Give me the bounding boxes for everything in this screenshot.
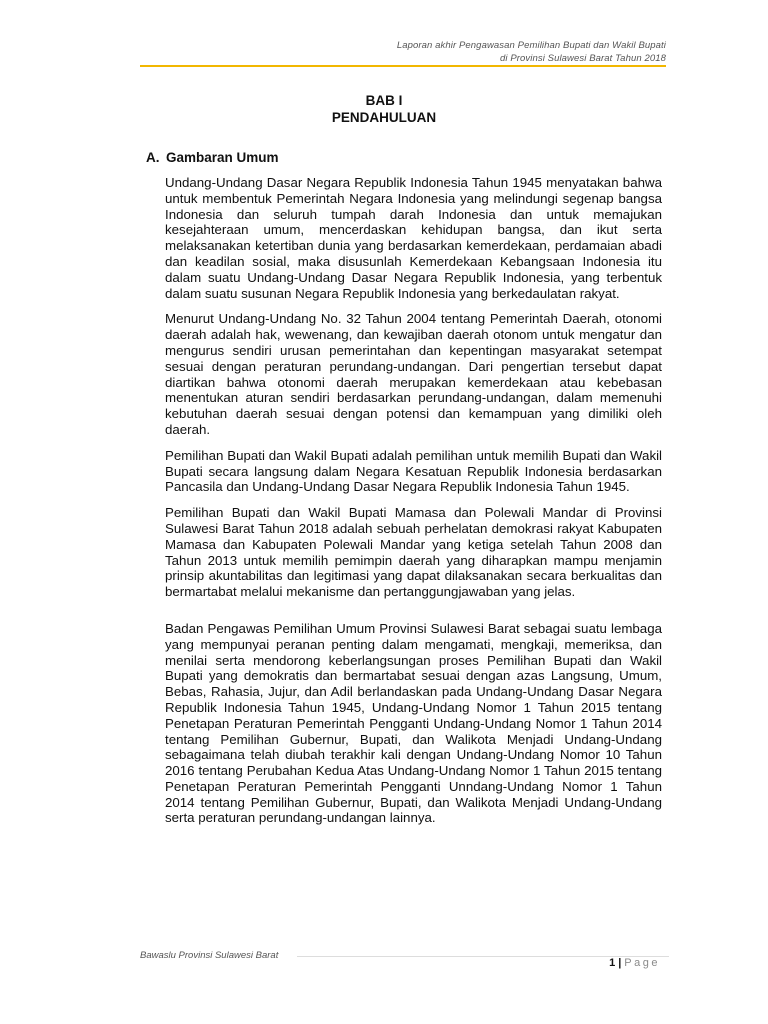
chapter-title: PENDAHULUAN xyxy=(331,110,437,125)
chapter-heading xyxy=(0,92,768,126)
paragraph-2: Menurut Undang-Undang No. 32 Tahun 2004 tentang Pemerintah Daerah, otonomi daerah adalah hak, wewenang, dan kewajiban daerah otonom untuk mengatur dan mengurus sendiri urusan pemerintahan dan kepentingan masyarakat setempat sesuai dengan peraturan perundang-undangan. Dari pengertian tersebut dapat diartikan bahwa otonomi daerah merupakan kemerdekaan atau kebebasan menentukan aturan sendiri berdasarkan perundang-undangan, dalam memenuhi kebutuhan daerah sesuai dengan potensi dan kemampuan yang dimiliki oleh daerah. xyxy=(165,311,662,437)
section-marker: A. xyxy=(146,150,160,165)
paragraph-3: Pemilihan Bupati dan Wakil Bupati adalah pemilihan untuk memilih Bupati dan Wakil Bupati secara langsung dalam Negara Kesatuan Republik Indonesia berdasarkan Pancasila dan Undang-Undang Dasar Negara Republik Indonesia Tahun 1945. xyxy=(165,447,662,495)
paragraph-5: Badan Pengawas Pemilihan Umum Provinsi Sulawesi Barat sebagai suatu lembaga yang mempunyai peranan penting dalam mengamati, mengkaji, memeriksa, dan menilai serta mendorong keberlangsungan proses Pemilihan Bupati dan Wakil Bupati yang demokratis dan bermartabat sesuai dengan azas Langsung, Umum, Bebas, Rahasia, Jujur, dan Adil berlandaskan pada Undang-Undang Dasar Negara Republik Indonesia Tahun 1945, Undang-Undang Nomor 1 Tahun 2015 tentang Penetapan Peraturan Pemerintah Pengganti Undang-Undang Nomor 1 Tahun 2014 tentang Pemilihan Gubernur, Bupati, dan Walikota Menjadi Undang-Undang sebagaimana telah diubah terakhir kali dengan Undang-Undang Nomor 10 Tahun 2016 tentang Perubahan Kedua Atas Undang-Undang Nomor 1 Tahun 2015 tentang Penetapan Peraturan Pemerintah Pengganti Unndang-Undang Nomor 1 Tahun 2014 tentang Pemilihan Gubernur, Bupati, dan Walikota Menjadi Undang-Undang serta peraturan perundang-undangan lainnya. xyxy=(165,620,662,826)
page-number-separator: | xyxy=(618,957,622,969)
header-report-subtitle: di Provinsi Sulawesi Barat Tahun 2018 xyxy=(499,53,666,64)
section-title: Gambaran Umum xyxy=(166,150,279,165)
page-number xyxy=(609,957,660,969)
section-heading xyxy=(146,150,279,165)
page-number-value: 1 xyxy=(609,957,616,969)
header-report-title: Laporan akhir Pengawasan Pemilihan Bupati dan Wakil Bupati xyxy=(396,40,666,51)
page-word: Page xyxy=(624,957,660,969)
paragraph-4: Pemilihan Bupati dan Wakil Bupati Mamasa dan Polewali Mandar di Provinsi Sulawesi Barat Tahun 2018 adalah sebuah perhelatan demokrasi rakyat Kabupaten Mamasa dan Kabupaten Polewali Mandar yang ketiga setelah Tahun 2008 dan Tahun 2013 untuk memilih pemimpin daerah yang diharapkan mampu menjamin prinsip akuntabilitas dan legitimasi yang dapat dilaksanakan secara berkualitas dan bermartabat melalui mekanisme dan pertanggungjawaban yang jelas. xyxy=(165,505,662,600)
footer-organization: Bawaslu Provinsi Sulawesi Barat xyxy=(140,950,279,961)
chapter-number: BAB I xyxy=(365,93,403,108)
paragraph-1: Undang-Undang Dasar Negara Republik Indonesia Tahun 1945 menyatakan bahwa untuk membentuk Pemerintah Negara Indonesia yang melindungi segenap bangsa Indonesia dan seluruh tumpah darah Indonesia dan untuk memajukan kesejahteraan umum, mencerdaskan kehidupan bangsa, dan ikut serta melaksanakan ketertiban dunia yang berdasarkan kemerdekaan, perdamaian abadi dan keadilan sosial, maka disusunlah Kemerdekaan Kebangsaan Indonesia itu dalam suatu Undang-Undang Dasar Negara Republik Indonesia, yang terbentuk dalam suatu susunan Negara Republik Indonesia yang berkedaulatan rakyat. xyxy=(165,175,662,301)
header-divider xyxy=(140,65,666,67)
body-text xyxy=(165,175,662,826)
